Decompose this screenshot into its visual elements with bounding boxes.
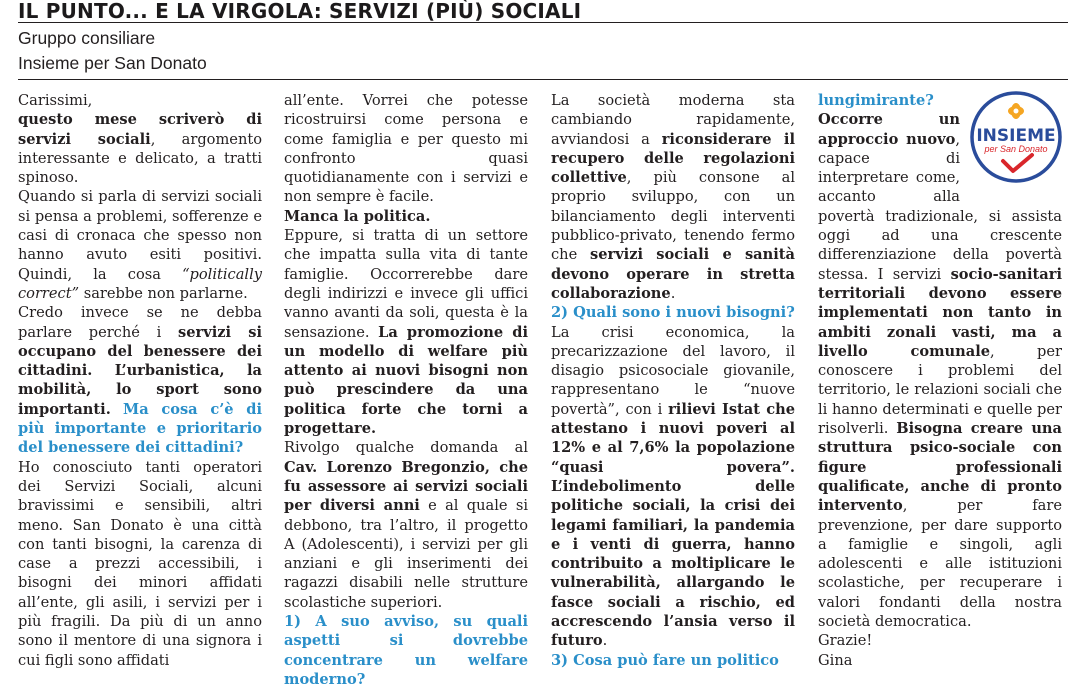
paragraph: Eppure, si tratta di un settore che impatta sulla vita di tante famiglie. Occorrerebbe dare degli indirizzi e invece gli uffici vanno avanti da soli, questa è la sensazione. La promozione di un modello di welfare più attento ai nuovi bisogni non può prescindere da una politica forte che torni a progettare. — [284, 227, 529, 438]
headline: IL PUNTO... E LA VIRGOLA: SERVIZI (PIÙ) SOCIALI — [18, 0, 582, 23]
paragraph: La società moderna sta cambiando rapidamente, avviandosi a riconsiderare il recupero delle regolazioni collettive, più consone al proprio sviluppo, con un bilanciamento degli interventi pubblico-privato, tenendo fermo che servizi sociali e sanità devono operare in stretta collaborazione. — [551, 92, 795, 302]
insieme-logo-icon — [970, 91, 1062, 183]
logo-tagline: per San Donato — [984, 144, 1048, 154]
highlight-question: Ma cosa c’è di più importante e prioritario del benessere dei cittadini? — [18, 400, 262, 457]
group-label: Gruppo consiliare — [18, 28, 156, 48]
paragraph: Credo invece se ne debba parlare perché i servizi si occupano del benessere dei cittadini. L’urbanistica, la mobilità, lo sport sono importanti. Ma cosa c’è di più importante e prioritario del benessere dei cittadini? — [18, 304, 263, 457]
paragraph: Ho conosciuto tanti operatori dei Servizi Sociali, alcuni bravissimi e sensibili, altri meno. San Donato è una città con tanti bisogni, la carenza di case a prezzi accessibili, i bisogni dei minori affidati all’ente, gli asili, i servizi per i più fragili. Da più di un anno sono il mentore di una signora i cui figli sono affidati — [18, 458, 262, 669]
article-column-2 — [284, 91, 528, 689]
section-heading: Manca la politica. — [284, 207, 431, 225]
top-rule — [18, 22, 1068, 23]
group-name: Insieme per San Donato — [18, 53, 207, 73]
article-header — [18, 0, 1068, 22]
paragraph: questo mese scriverò di servizi sociali, argomento interessante e delicato, a tratti spinoso. — [18, 111, 262, 187]
interview-question-3-end: lungimirante? — [818, 92, 934, 109]
article-column-3 — [551, 91, 795, 670]
article-column-1 — [18, 91, 262, 670]
closing: Grazie! — [818, 632, 873, 650]
signature: Gina — [818, 651, 853, 669]
insieme-logo — [966, 91, 1062, 191]
interview-question-3: 3) Cosa può fare un politico — [551, 651, 779, 669]
paragraph: Quando si parla di servizi sociali si pensa a problemi, sofferenze e casi di cronaca che spesso non hanno avuto esiti positivi. Quindi, la cosa “politically correct” sarebbe non parlarne. — [18, 188, 262, 302]
paragraph: all’ente. Vorrei che potesse ricostruirsi come persona e come famiglia e per questo mi confronto quasi quotidianamente con i servizi e non sempre è facile. — [284, 92, 528, 206]
paragraph: La crisi economica, la precarizzazione del lavoro, il disagio psicosociale giovanile, rappresentano le “nuove povertà”, con i rilievi Istat che attestano i nuovi poveri al 12% e al 7,6% la popolazione “quasi povera”. L’indebolimento delle politiche sociali, la crisi dei legami familiari, la pandemia e i venti di guerra, hanno contribuito a moltiplicare le vulnerabilità, allargando le fasce sociali a rischio, ed accrescendo l’ansia verso il futuro. — [551, 323, 795, 650]
header-rule — [18, 79, 1068, 80]
greeting: Carissimi, — [18, 92, 93, 109]
article-column-4 — [818, 91, 1062, 670]
logo-wordmark: INSIEME — [976, 126, 1056, 146]
paragraph: Occorre un approccio nuovo, capace di interpretare come, accanto alla povertà tradizionale, si assista oggi ad una crescente differenziazione della povertà stessa. I servizi socio-sanitari territoriali devono essere implementati non tanto in ambiti zonali vasti, ma a livello comunale, per conoscere i problemi del territorio, le relazioni sociali che li hanno determinati e quelle per risolverli. Bisogna creare una struttura psico-sociale con figure professionali qualificate, anche di pronto intervento, per fare prevenzione, per dare supporto a famiglie e singoli, agli adolescenti e alle istituzioni scolastiche, per recuperare i valori fondanti della nostra società democratica. — [818, 111, 1062, 631]
interview-question-2: 2) Quali sono i nuovi bisogni? — [551, 304, 795, 322]
interview-question-1: 1) A suo avviso, su quali aspetti si dovrebbe concentrare un welfare moderno? — [284, 613, 528, 688]
paragraph: Rivolgo qualche domanda al Cav. Lorenzo Bregonzio, che fu assessore ai servizi sociali per diversi anni e al quale si debbono, tra l’altro, il progetto A (Adolescenti), i servizi per gli anziani e gli inserimenti dei ragazzi disabili nelle strutture scolastiche superiori. — [284, 439, 528, 611]
